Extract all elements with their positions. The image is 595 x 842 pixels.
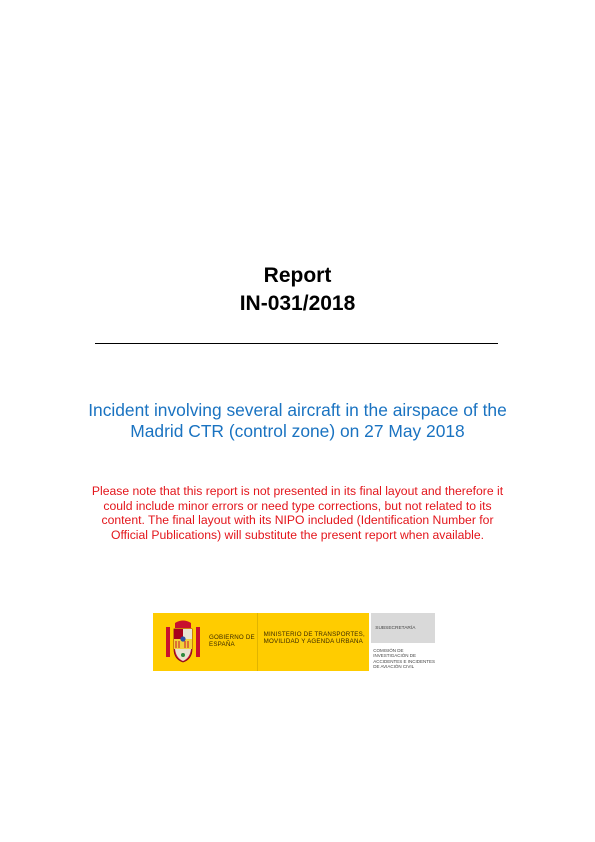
title-block	[0, 262, 595, 318]
coat-of-arms-icon	[163, 619, 203, 665]
ciaiac-logo	[369, 613, 437, 671]
draft-notice: Please note that this report is not presented in its final layout and therefore it could include minor errors or need type corrections, but not related to its content. The final layout with its NIPO included (Identification Number for Official Publications) will substitute the present report when available.	[91, 484, 504, 542]
ministry-logo-text: MINISTERIO DE TRANSPORTES, MOVILIDAD Y AGENDA URBANA	[263, 631, 365, 646]
ciaiac-logo-text: COMISIÓN DE INVESTIGACIÓN DE ACCIDENTES E INCIDENTES DE AVIACIÓN CIVIL	[373, 648, 436, 670]
government-logo	[153, 613, 257, 671]
title-divider	[95, 343, 498, 344]
ciaiac-header-text: SUBSECRETARÍA	[375, 626, 416, 631]
report-code: IN-031/2018	[239, 292, 356, 315]
ciaiac-header-box	[371, 613, 435, 643]
ministry-logo	[257, 613, 370, 671]
institutional-logo-band	[153, 613, 437, 671]
government-logo-text: GOBIERNO DE ESPAÑA	[209, 634, 255, 649]
report-label: Report	[263, 264, 332, 287]
report-subtitle: Incident involving several aircraft in the airspace of the Madrid CTR (control zone) on 27 May 2018	[88, 400, 507, 441]
